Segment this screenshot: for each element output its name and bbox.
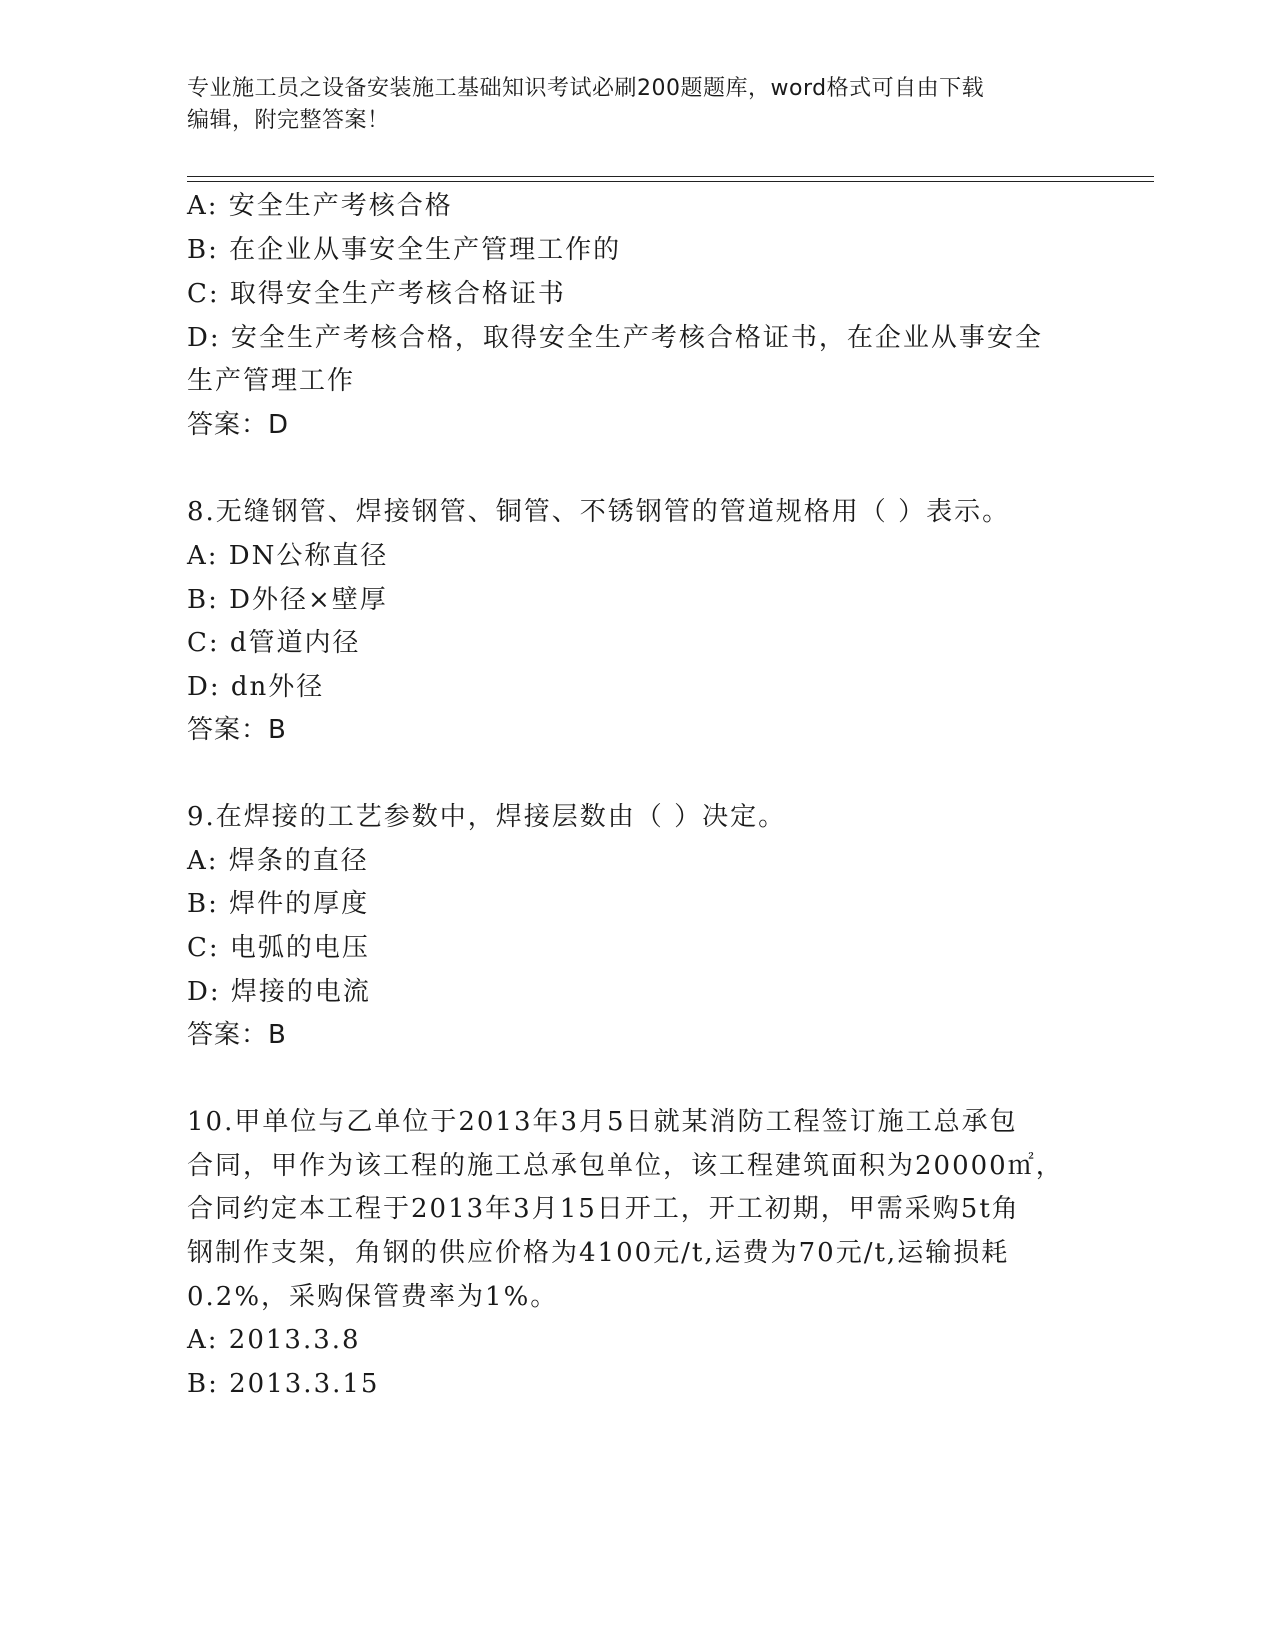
q8-answer: 答案：B [187,715,287,745]
document-header [187,73,1067,137]
q10-option-b: B: 2013.3.15 [187,1369,380,1399]
header-title-line-1: 专业施工员之设备安装施工基础知识考试必刷200题题库，word格式可自由下载 [187,76,985,101]
q9-option-a: A: 焊条的直径 [187,846,369,876]
q7-option-d-line-2: 生产管理工作 [187,366,356,396]
q7-option-d-line-1: D: 安全生产考核合格，取得安全生产考核合格证书，在企业从事安全 [187,323,1043,353]
q9-answer: 答案：B [187,1020,287,1050]
q9-question: 9.在焊接的工艺参数中，焊接层数由（ ）决定。 [187,802,787,832]
q8-option-c: C: d管道内径 [187,628,361,658]
q7-option-b: B: 在企业从事安全生产管理工作的 [187,235,622,265]
q8-question: 8.无缝钢管、焊接钢管、铜管、不锈钢管的管道规格用（ ）表示。 [187,497,1011,527]
q7-answer: 答案：D [187,410,290,440]
q8-option-b: B: D外径×壁厚 [187,585,388,615]
q10-question-line-5: 0.2%，采购保管费率为1%。 [187,1282,559,1312]
q9-option-b: B: 焊件的厚度 [187,889,370,919]
q10-question-line-4: 钢制作支架，角钢的供应价格为4100元/t,运费为70元/t,运输损耗 [187,1238,1010,1268]
q7-option-c: C: 取得安全生产考核合格证书 [187,279,566,309]
header-divider-top [187,176,1154,177]
q8-option-d: D: dn外径 [187,672,325,702]
q10-question-line-1: 10.甲单位与乙单位于2013年3月5日就某消防工程签订施工总承包 [187,1107,1018,1137]
header-divider-bottom [187,181,1154,182]
q10-option-a: A: 2013.3.8 [187,1325,361,1355]
header-title-line-2: 编辑，附完整答案！ [187,108,390,133]
q7-option-a: A: 安全生产考核合格 [187,191,453,221]
q9-option-d: D: 焊接的电流 [187,977,371,1007]
q9-option-c: C: 电弧的电压 [187,933,370,963]
q10-question-line-2: 合同，甲作为该工程的施工总承包单位，该工程建筑面积为20000㎡， [187,1151,1064,1181]
q10-question-line-3: 合同约定本工程于2013年3月15日开工，开工初期，甲需采购5t角 [187,1194,1020,1224]
q8-option-a: A: DN公称直径 [187,541,389,571]
